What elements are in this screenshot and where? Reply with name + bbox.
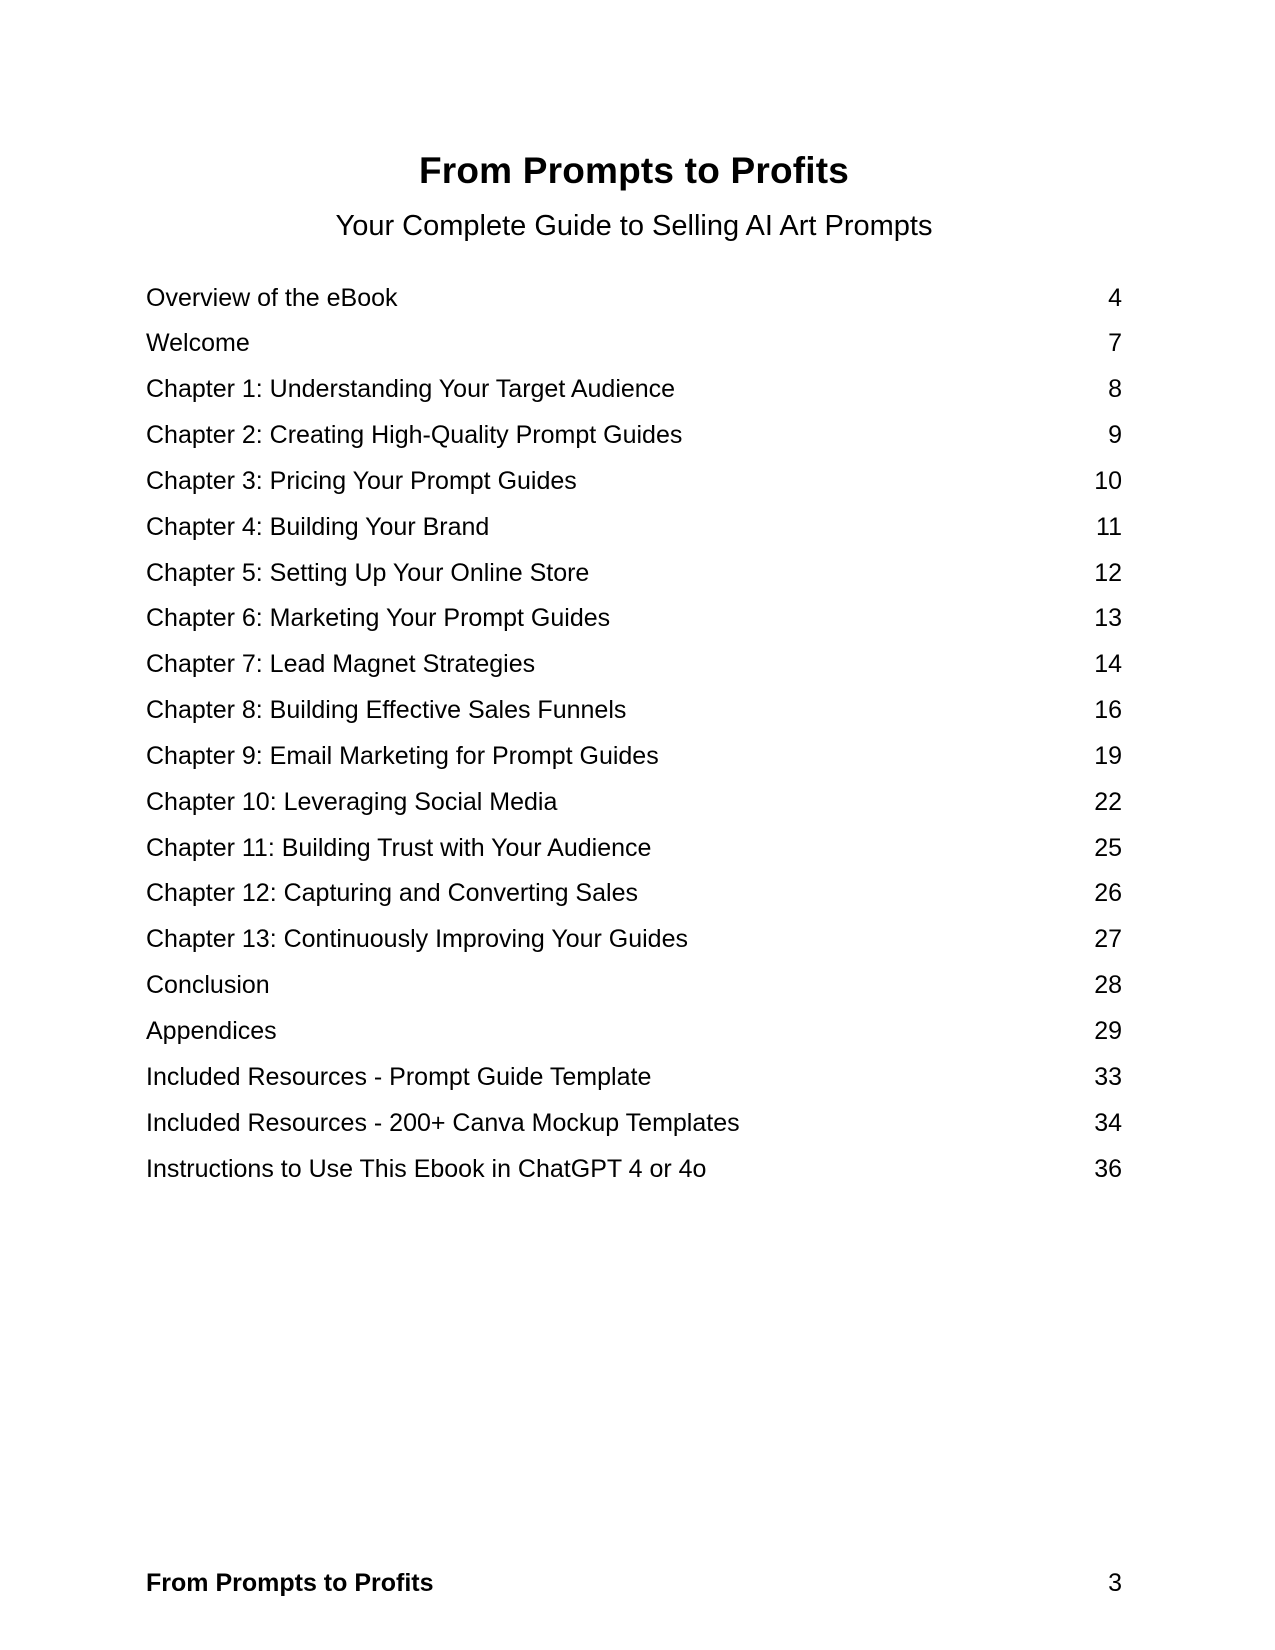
toc-entry-label: Chapter 4: Building Your Brand: [146, 512, 490, 541]
toc-entry-page: 9: [1108, 421, 1122, 450]
toc-row: [146, 423, 1122, 469]
toc-row: [146, 698, 1122, 744]
toc-entry-page: 4: [1108, 283, 1122, 312]
toc-row: [146, 881, 1122, 927]
toc-row: [146, 1019, 1122, 1065]
toc-entry-page: 7: [1108, 329, 1122, 358]
toc-entry-page: 10: [1094, 466, 1122, 495]
footer-title: From Prompts to Profits: [146, 1569, 434, 1597]
toc-entry-page: 29: [1094, 1017, 1122, 1045]
toc-entry-label: Instructions to Use This Ebook in ChatGPT 4 or 4o: [146, 1154, 707, 1183]
toc-entry-label: Chapter 1: Understanding Your Target Audience: [146, 375, 676, 404]
toc-entry-label: Chapter 3: Pricing Your Prompt Guides: [146, 466, 577, 495]
toc-entry-page: 28: [1094, 971, 1122, 1000]
toc-row: [146, 606, 1122, 652]
toc-entry-page: 26: [1094, 879, 1122, 908]
toc-entry-label: Appendices: [146, 1017, 277, 1045]
toc-entry-page: 16: [1094, 696, 1122, 725]
ebook-subtitle: Your Complete Guide to Selling AI Art Prompts: [335, 210, 933, 242]
page-footer: [146, 1571, 1122, 1596]
toc-row: [146, 833, 1122, 882]
toc-entry-label: Chapter 6: Marketing Your Prompt Guides: [146, 604, 611, 633]
toc-row: [146, 512, 1122, 561]
toc-entry-label: Chapter 9: Email Marketing for Prompt Guides: [146, 741, 659, 770]
toc-entry-page: 25: [1094, 833, 1122, 862]
toc-entry-page: 19: [1094, 741, 1122, 770]
toc-entry-page: 33: [1094, 1062, 1122, 1091]
toc-entry-page: 22: [1094, 787, 1122, 816]
ebook-title: From Prompts to Profits: [418, 150, 850, 191]
toc-row: [146, 331, 1122, 377]
toc-row: [146, 973, 1122, 1019]
toc-row: [146, 927, 1122, 973]
toc-entry-page: 12: [1094, 558, 1122, 587]
footer-page-number: 3: [1108, 1569, 1122, 1597]
toc-entry-page: 36: [1094, 1154, 1122, 1183]
toc-entry-label: Chapter 13: Continuously Improving Your Guides: [146, 925, 688, 954]
toc-row: [146, 652, 1122, 698]
toc-entry-label: Chapter 8: Building Effective Sales Funnels: [146, 696, 627, 725]
toc-entry-label: Overview of the eBook: [146, 283, 398, 312]
toc-row: [146, 466, 1122, 515]
toc-entry-page: 27: [1094, 925, 1122, 954]
toc-entry-label: Welcome: [146, 329, 250, 358]
toc-entry-label: Included Resources - 200+ Canva Mockup Templates: [146, 1108, 740, 1137]
toc-row: [146, 741, 1122, 790]
toc-entry-label: Chapter 11: Building Trust with Your Audience: [146, 833, 652, 862]
toc-entry-label: Conclusion: [146, 971, 270, 1000]
toc-entry-page: 11: [1096, 512, 1122, 541]
toc-row: [146, 787, 1122, 836]
toc-row: [146, 283, 1122, 332]
toc-entry-page: 8: [1108, 375, 1122, 404]
toc-entry-page: 13: [1094, 604, 1122, 633]
toc-entry-page: 34: [1094, 1108, 1122, 1137]
toc-row: [146, 377, 1122, 423]
toc-row: [146, 558, 1122, 607]
toc-entry-label: Included Resources - Prompt Guide Template: [146, 1062, 652, 1091]
toc-entry-label: Chapter 10: Leveraging Social Media: [146, 787, 558, 816]
toc-entry-page: 14: [1094, 650, 1122, 679]
toc-entry-label: Chapter 5: Setting Up Your Online Store: [146, 558, 590, 587]
toc-row: [146, 1154, 1122, 1203]
toc-row: [146, 1108, 1122, 1157]
toc-row: [146, 1062, 1122, 1111]
toc-entry-label: Chapter 7: Lead Magnet Strategies: [146, 650, 536, 679]
toc-entry-label: Chapter 2: Creating High-Quality Prompt Guides: [146, 421, 683, 450]
toc-list: [146, 283, 1122, 1203]
toc-entry-label: Chapter 12: Capturing and Converting Sales: [146, 879, 638, 908]
